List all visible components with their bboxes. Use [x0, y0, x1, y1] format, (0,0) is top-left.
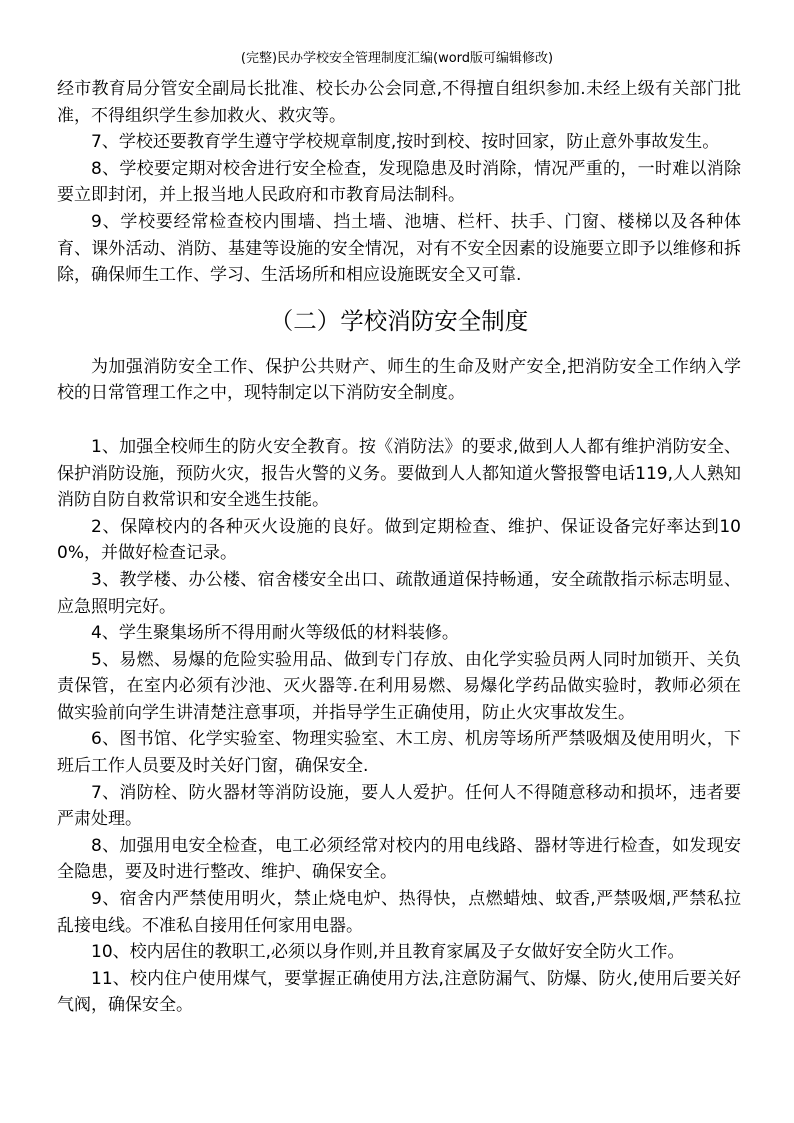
paragraph-item-8: 8、学校要定期对校舍进行安全检查，发现隐患及时消除，情况严重的，一时难以消除要立即封闭，并上报当地人民政府和市教育局法制科。 [57, 158, 741, 206]
section-intro: 为加强消防安全工作、保护公共财产、师生的生命及财产安全,把消防安全工作纳入学校的日常管理工作之中，现特制定以下消防安全制度。 [57, 356, 741, 404]
rule-item-1: 1、加强全校师生的防火安全教育。按《消防法》的要求,做到人人都有维护消防安全、保护消防设施，预防火灾，报告火警的义务。要做到人人都知道火警报警电话119,人人熟知消防自防自救常识和安全逃生技能。 [57, 436, 741, 511]
section-title: （二）学校消防安全制度 [269, 306, 529, 335]
rule-item-3: 3、教学楼、办公楼、宿舍楼安全出口、疏散通道保持畅通，安全疏散指示标志明显、应急照明完好。 [57, 569, 741, 617]
page-header: (完整)民办学校安全管理制度汇编(word版可编辑修改) [240, 51, 554, 66]
rule-item-11: 11、校内住户使用煤气，要掌握正确使用方法,注意防漏气、防爆、防火,使用后要关好气阀，确保安全。 [57, 968, 741, 1016]
rule-item-9: 9、宿舍内严禁使用明火，禁止烧电炉、热得快，点燃蜡烛、蚊香,严禁吸烟,严禁私拉乱接电线。不准私自接用任何家用电器。 [57, 889, 741, 936]
paragraph-spacer [57, 407, 741, 434]
rule-item-5: 5、易燃、易爆的危险实验用品、做到专门存放、由化学实验员两人同时加锁开、关负责保管，在室内必须有沙池、灭火器等.在利用易燃、易爆化学药品做实验时，教师必须在做实验前向学生讲清楚注意事项，并指导学生正确使用，防止火灾事故发生。 [57, 649, 741, 723]
document-body [57, 76, 741, 1019]
rule-item-8: 8、加强用电安全检查，电工必须经常对校内的用电线路、器材等进行检查，如发现安全隐患，要及时进行整改、维护、确保安全。 [57, 835, 741, 883]
paragraph-item-9: 9、学校要经常检查校内围墙、挡土墙、池塘、栏杆、扶手、门窗、楼梯以及各种体育、课外活动、消防、基建等设施的安全情况，对有不安全因素的设施要立即予以维修和拆除，确保师生工作、学习、生活场所和相应设施既安全又可靠. [57, 211, 741, 286]
rule-item-7: 7、消防栓、防火器材等消防设施，要人人爱护。任何人不得随意移动和损坏，违者要严肃处理。 [57, 782, 741, 830]
rule-item-2: 2、保障校内的各种灭火设施的良好。做到定期检查、维护、保证设备完好率达到100%，并做好检查记录。 [57, 516, 741, 564]
continued-paragraph: 经市教育局分管安全副局长批准、校长办公会同意,不得擅自组织参加.未经上级有关部门批准，不得组织学生参加救火、救灾等。 [57, 79, 741, 126]
paragraph-item-7: 7、学校还要教育学生遵守学校规章制度,按时到校、按时回家，防止意外事故发生。 [91, 132, 720, 153]
rule-item-6: 6、图书馆、化学实验室、物理实验室、木工房、机房等场所严禁吸烟及使用明火，下班后工作人员要及时关好门窗，确保安全. [57, 729, 741, 777]
rule-item-4: 4、学生聚集场所不得用耐火等级低的材料装修。 [91, 623, 459, 644]
rule-item-10: 10、校内居住的教职工,必须以身作则,并且教育家属及子女做好安全防火工作。 [91, 942, 685, 963]
